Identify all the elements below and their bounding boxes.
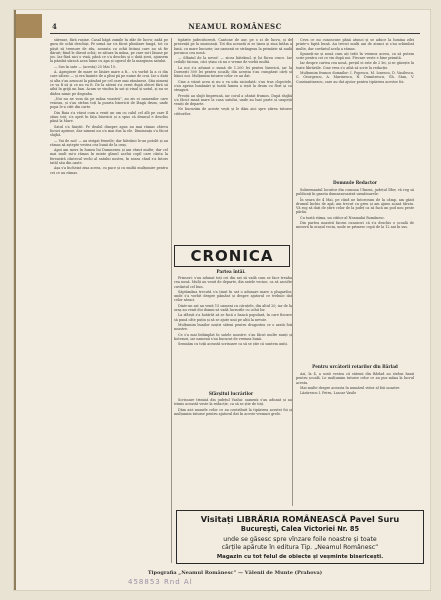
page-header — [52, 22, 418, 32]
ad-line-1: Visitați LIBRĂRIA ROMÂNEASCĂ Pavel Suru — [200, 514, 400, 524]
paragraph: Spuneți-ne și nouă cum ați trăit în vremea aceea, ca să putem scrie pentru cei ce vin după noi. Fiecare veste e bine primită. — [296, 51, 414, 61]
page-number: 4 — [52, 22, 58, 31]
paper-tab-marker — [16, 14, 42, 38]
paragraph: Apoi am mers în lumea lui Dumnezeu și am văzut multe; dar cel mai mult mi-a rămas în minte glasul acelui copil care cânta la fereastră cântecul vechi al satului nostru, în seara când s'a întors tatăl său din oaste. — [50, 148, 168, 166]
bookstore-advertisement — [176, 510, 424, 564]
paragraph: Mulțumim bunilor noștri săteni pentru dragostea ce o arată foii noastre. — [174, 322, 292, 332]
paragraph: Mai multe despre aceasta în numărul viitor al foii noastre. — [300, 385, 401, 390]
paragraph: Cine a văzut acea zi nu o va uita niciodată: s'au tras clopotele, s'au aprins lumânări și toată lumea a ieșit la drum cu flori și cu steaguri. — [174, 79, 292, 93]
printer-footer: Tipografia „Neamul Românesc” — Vălenii de Munte (Prahova) — [147, 570, 323, 576]
paragraph: Dintr-un sat au venit 15 oameni cu căruțele, din altul 20; iar de la oraș au venit doi domni să vadă lucrurile cu ochii lor. — [174, 303, 292, 313]
paragraph: La noi s'a adunat o sumă de 1.200 lei pentru biserică, iar la Dornești 500 lei pentru școală; din aceștia s'au cumpărat cărți și bănci noi. Mulțumim tuturor celor ce au dat. — [174, 65, 292, 79]
paragraph: Lăzărescu I. Petru, Lascar Vasile — [300, 391, 357, 396]
paragraph: „Noi nu ne vom da pe mâna voastră”, au zis ei oamenilor care veneau, și s'au strâns toți la poarta bisericii de lângă drum, unde popa le-a citit din carte. — [50, 96, 168, 110]
paragraph: Cu toată stima, un cititor al Neamului Românesc. — [300, 215, 386, 220]
middle-column-top — [174, 38, 292, 238]
ad-line-2: București, Calea Victoriei Nr. 85 — [240, 525, 360, 533]
paragraph: A. Apropiere de mare se lăsăre mare a fi... s'a vorbit la a ci din care sătesc — și era înainte de a plini pă pe nume de crai. Iar o dată și alta s'au aruncat la pământ pe cel care mai rămăsese. Știa nimeni ce va fi să și ce nu va fi. De la săteni s'a cerut după obicei fără să aibă în grijă un ban. Acum se vindea în sat și vinul și untul, și nu se dădea nimic pe degeaba. — [50, 70, 168, 96]
paragraph: Săptămâna trecută s'a ținut în sat o adunare mare a plugarilor, unde s'a vorbit despre pământ și despre ajutorul ce trebuie dat celor săraci. — [174, 289, 292, 303]
paragraph: Așa s'a încheiat ziua aceea, cu pace și cu multă mulțumire pentru cei ce au rămas. — [50, 166, 168, 175]
paragraph: Subsemnatul locuitor din comuna Ulmeni, județul Ilfov, vă rog să publicați în gazeta dumneavoastră următoarele: — [296, 188, 414, 197]
paragraph: Preoții au slujit împreună, iar corul a cântat frumos. După slujbă s'a făcut masă mare la casa satului, unde au luat parte și oaspeții veniți de departe. — [174, 93, 292, 107]
paragraph: — Vai de noi! — au strigat femeile; dar bătrânii le-au potolit și au rămas să aștepte vestea cea bună de la oraș. — [50, 138, 168, 147]
paragraph: Dăm aici numele celor ce au contribuit la tipărirea acestei foi și mulțumim tuturor pentru ajutorul dat în aceste vremuri grele. — [174, 407, 292, 416]
paragraph: Prinsori: s'au adunat toți cei din sat să vadă cum se face treaba cea nouă. Mulți au venit de departe, din satele vecine, ca să asculte cuvântul cel bun. — [174, 276, 292, 289]
paragraph: siirease, fără rușine. Casal băgă zumile în zfăr de lucru; zadă pe gura de ochii deschiși. Pe urmă iar s'a făcut plimbare lungă, tot cu pășit să tremure de râu, aceasta cu ochii întinși care au să fie dăruit; fiind le dăruit ochii; se sătura în mâna, pe care mi-i lăsase pe jos. Iar fără nici o vină, până ce s'a deschis și o dată șiroi, ajunsem la pămînt săracă acea lume cu apa și ogorul de la marginea satului. — [50, 38, 168, 64]
paragraph: Din partea noastră facem cunoscut că s'a deschis o școală de meserii în orașul vecin, unde se primesc copii de la 12 ani în sus. — [296, 221, 414, 230]
column-divider — [171, 38, 172, 563]
left-column — [50, 38, 168, 176]
paragraph: Mulțumim frumos domnilor: I. Popescu, M. Ionescu, D. Vasilescu, C. Georgescu, A. Marinescu, N. Dumitrescu, Gh. Stan, V. Constantinescu, care au dat ajutor pentru tipărirea acestor foi. — [296, 71, 414, 84]
ad-line-5: Magazin cu tot felul de obiecte și veșminte bisericești. — [216, 554, 384, 560]
cronica-body — [174, 276, 292, 389]
right-section-title: Domnule Redactor — [333, 180, 377, 185]
cronica-sub-body — [174, 398, 292, 506]
library-stamp: 458853 Rnd Al — [128, 578, 193, 586]
right-sub-title: Pentru urcătorii rotarilor din Bârlad — [312, 364, 398, 369]
cronica-subsection: Sfârșitul lucrărilor — [208, 391, 254, 396]
paragraph: Iar despre cartea cea nouă, prețul ei este de 2 lei, și se găsește la toate librăriile. Cine vrea s'o aibă să scrie la redacție. — [296, 61, 414, 70]
cronica-title-box — [174, 245, 290, 267]
newspaper-title: NEAMUL ROMÂNESC — [188, 22, 282, 31]
paragraph: Scrisoare trimisă din județul Vaslui: oamenii s'au adunat și au trimis această veste la redacție, ca să se știe de toți. — [174, 398, 292, 407]
ad-line-3: unde se găsesc spre vînzare foile noastre și toate — [223, 536, 377, 543]
right-column-top — [296, 38, 414, 178]
paragraph: Ceva ce nu cunoscuse până atunci și se aduce la lumina zilei printr-o faptă bună. Au trecut mulți ani de atunci și s'au schimbat multe, dar cuvântul acela a rămas. — [296, 38, 414, 51]
paragraph: Ce s'a mai întâmplat în satele noastre: s'au făcut multe nunți și botezuri, iar oamenii s'au bucurat de vremea bună. — [174, 332, 292, 341]
paragraph: Semnăm cu toții această scrisoare ca să se știe că suntem uniți. — [178, 342, 288, 347]
paragraph: Ne bucurăm de aceste vești și le dăm aici spre știrea tuturor cititorilor. — [174, 107, 292, 116]
paragraph: Din Baia s'a văzut cum a venit un om cu calul cel alb pe care îl știau toți; s'a oprit în fața bisericii și a spus că drumul e deschis până la Mare. — [50, 110, 168, 124]
header-rule — [50, 33, 420, 34]
right-column-mid — [296, 188, 414, 360]
newspaper-page — [14, 10, 430, 590]
cronica-section-1: Partea întâi. — [216, 269, 246, 274]
paragraph: tipărite judecătorești. Cantone de aur, pe o zi de lucru, și de prezență pe la muzicanți. Tot din această zi se ținea și ziua întâia a lunii, cu mare bucurie; iar oamenii se strângeau la primărie să audă porunca cea nouă. — [174, 38, 292, 55]
cronica-title: CRONICA — [190, 247, 274, 265]
paragraph: Satul s'a liniștit. Pe dealul dinspre apus au mai rămas câteva focuri aprinse, dar nimeni nu s'a mai dus la ele. Dimineața s'a făcut slujbă. — [50, 124, 168, 138]
paragraph: — Sus în sate — (acesta) 25 Mai 19.. — [54, 64, 118, 69]
right-column-bottom — [296, 372, 414, 502]
paragraph: — Sfântul de la nevoi! — zicea bătrânul, și își făcea cruce. Iar ceilalți tăceau, căci știau că nu e vreme de vorbă multă. — [174, 56, 292, 65]
paragraph: În seara de 4 Mai, pe când ne întorceam de la câmp, am găsit drumul închis de apă; am trecut cu greu și am ajuns acasă târziu. Vă rog să dați de știre celor de la județ ca să facă un pod nou peste pârâu. — [296, 197, 414, 215]
paragraph: La sfârșit s'a hotărât să se facă o bancă populară, în care fiecare să pună câte puțin și să se ajute unii pe alții la nevoie. — [174, 313, 292, 322]
paragraph: Azi, la 4, a sosit vestea că sătenii din Bârlad au strâns banii pentru școală. Le mulțumim tuturor celor ce au pus mâna la lucrul acesta. — [296, 372, 414, 385]
column-divider — [292, 38, 293, 506]
ad-line-4: cărțile apărute în editura Tip. „Neamul Românesc” — [221, 544, 379, 551]
